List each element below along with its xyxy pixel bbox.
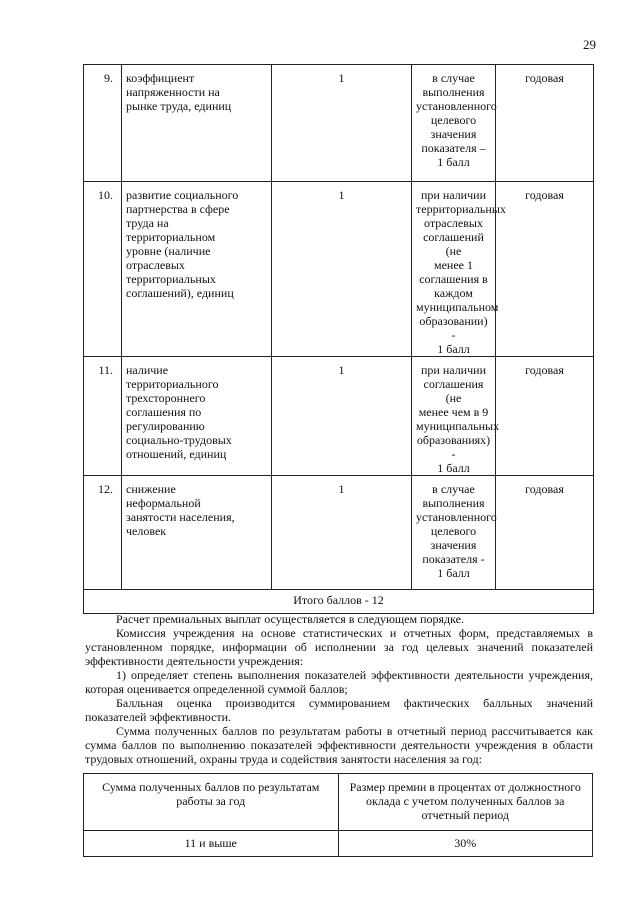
paragraph: Балльная оценка производится суммированием фактических балльных значений показателей эффективности. <box>85 696 593 724</box>
paragraph: 1) определяет степень выполнения показателей эффективности деятельности учреждения, которая оценивается определенной суммой баллов; <box>85 668 593 696</box>
indicator-name: развитие социального партнерства в сфере труда на территориальном уровне (наличие отраслевых территориальных соглашений), единиц <box>122 182 272 357</box>
table-row <box>84 182 594 357</box>
table-row <box>84 357 594 476</box>
indicator-value: 1 <box>272 476 412 590</box>
bonus-header-row <box>84 774 593 831</box>
bonus-header-points: Сумма полученных баллов по результатам работы за год <box>84 774 339 831</box>
indicator-period: годовая <box>496 476 594 590</box>
total-label: Итого баллов - 12 <box>84 590 594 614</box>
indicator-condition: при наличии территориальных отраслевых соглашений (не менее 1 соглашения в каждом муниципальном образовании) - 1 балл <box>412 182 496 357</box>
bonus-percent-cell: 30% <box>338 831 593 857</box>
body-text <box>85 612 593 766</box>
table-row <box>84 476 594 590</box>
indicator-condition: при наличии соглашения (не менее чем в 9 муниципальных образованиях) - 1 балл <box>412 357 496 476</box>
indicator-period: годовая <box>496 357 594 476</box>
page-number: 29 <box>583 37 596 52</box>
table-row <box>84 831 593 857</box>
indicator-number: 11. <box>84 357 122 476</box>
indicator-period: годовая <box>496 182 594 357</box>
total-row <box>84 590 594 614</box>
indicator-value: 1 <box>272 182 412 357</box>
indicators-table <box>83 64 594 614</box>
indicator-number: 9. <box>84 65 122 182</box>
paragraph: Сумма полученных баллов по результатам работы в отчетный период рассчитывается как сумма баллов по выполнению показателей эффективности деятельности учреждения в области трудовых отношений, охраны труда и содействия занятости населения за год: <box>85 724 593 766</box>
indicator-value: 1 <box>272 357 412 476</box>
bonus-table <box>83 773 593 857</box>
indicator-name: коэффициент напряженности на рынке труда, единиц <box>122 65 272 182</box>
bonus-points-cell: 11 и выше <box>84 831 339 857</box>
indicator-condition: в случае выполнения установленного целевого значения показателя - 1 балл <box>412 476 496 590</box>
indicator-period: годовая <box>496 65 594 182</box>
indicator-name: снижение неформальной занятости населения, человек <box>122 476 272 590</box>
bonus-header-percent: Размер премии в процентах от должностного оклада с учетом полученных баллов за отчетный период <box>338 774 593 831</box>
paragraph: Комиссия учреждения на основе статистических и отчетных форм, представляемых в установленном порядке, информации об исполнении за год целевых значений показателей эффективности деятельности учреждения: <box>85 626 593 668</box>
paragraph: Расчет премиальных выплат осуществляется в следующем порядке. <box>116 612 464 626</box>
indicator-number: 12. <box>84 476 122 590</box>
table-row <box>84 65 594 182</box>
indicator-value: 1 <box>272 65 412 182</box>
indicator-number: 10. <box>84 182 122 357</box>
indicator-name: наличие территориального трехстороннего соглашения по регулированию социально-трудовых отношений, единиц <box>122 357 272 476</box>
indicator-condition: в случае выполнения установленного целевого значения показателя – 1 балл <box>412 65 496 182</box>
